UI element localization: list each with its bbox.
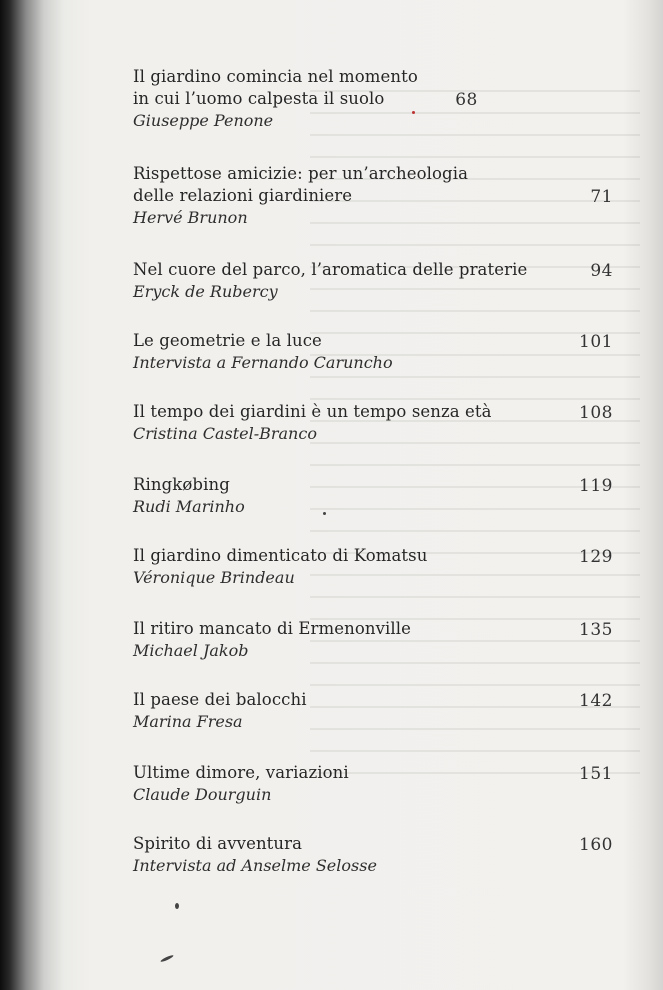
- entry-title-line: Spirito di avventura: [133, 834, 303, 853]
- ink-speck: [412, 111, 415, 114]
- entry-page-number: 151: [579, 764, 613, 784]
- toc-entry: [133, 833, 613, 877]
- entry-author: Eryck de Rubercy: [133, 282, 278, 301]
- ink-speck: [175, 903, 179, 909]
- entry-author: Marina Fresa: [133, 712, 243, 731]
- entry-page-number: 135: [579, 620, 613, 640]
- toc-entry: [133, 618, 613, 662]
- entry-page-number: 129: [579, 547, 613, 567]
- entry-title-line: Nel cuore del parco, l’aromatica delle praterie: [133, 260, 528, 279]
- entry-author: Michael Jakob: [133, 641, 249, 660]
- entry-page-number: 101: [579, 332, 613, 352]
- entry-author: Véronique Brindeau: [133, 568, 295, 587]
- toc-entry: [133, 401, 613, 445]
- entry-page-number: 68: [455, 90, 478, 110]
- page-edge-shadow: [623, 0, 663, 990]
- entry-author: Claude Dourguin: [133, 785, 272, 804]
- entry-page-number: 94: [590, 261, 613, 281]
- entry-author: Intervista ad Anselme Selosse: [133, 856, 377, 875]
- entry-title-line: delle relazioni giardiniere: [133, 186, 353, 205]
- entry-author: Intervista a Fernando Caruncho: [133, 353, 393, 372]
- entry-page-number: 142: [579, 691, 613, 711]
- ink-speck: [160, 954, 174, 963]
- toc-entry: [133, 163, 613, 229]
- entry-title-line: Il giardino comincia nel momento: [133, 67, 418, 86]
- entry-page-number: 119: [579, 476, 613, 496]
- entry-title-line: Le geometrie e la luce: [133, 331, 322, 350]
- entry-title-line: Il giardino dimenticato di Komatsu: [133, 546, 428, 565]
- entry-title-line: Il paese dei balocchi: [133, 690, 307, 709]
- toc-entry: [133, 259, 613, 303]
- toc-entry: [133, 689, 613, 733]
- entry-title-line: Rispettose amicizie: per un’archeologia: [133, 164, 469, 183]
- entry-author: Rudi Marinho: [133, 497, 245, 516]
- entry-title-line: Ultime dimore, variazioni: [133, 763, 349, 782]
- toc-entry: [133, 545, 613, 589]
- entry-author: Giuseppe Penone: [133, 111, 274, 130]
- entry-page-number: 160: [579, 835, 613, 855]
- entry-title-line: in cui l’uomo calpesta il suolo: [133, 89, 385, 108]
- entry-title-line: Il ritiro mancato di Ermenonville: [133, 619, 412, 638]
- toc-entry: [133, 66, 478, 132]
- ink-speck: [323, 512, 326, 515]
- entry-page-number: 71: [590, 187, 613, 207]
- entry-author: Hervé Brunon: [133, 208, 248, 227]
- toc-entry: [133, 474, 613, 518]
- toc-entry: [133, 762, 613, 806]
- entry-page-number: 108: [579, 403, 613, 423]
- entry-title-line: Ringkøbing: [133, 475, 230, 494]
- entry-title-line: Il tempo dei giardini è un tempo senza età: [133, 402, 492, 421]
- entry-author: Cristina Castel-Branco: [133, 424, 317, 443]
- toc-entry: [133, 330, 613, 374]
